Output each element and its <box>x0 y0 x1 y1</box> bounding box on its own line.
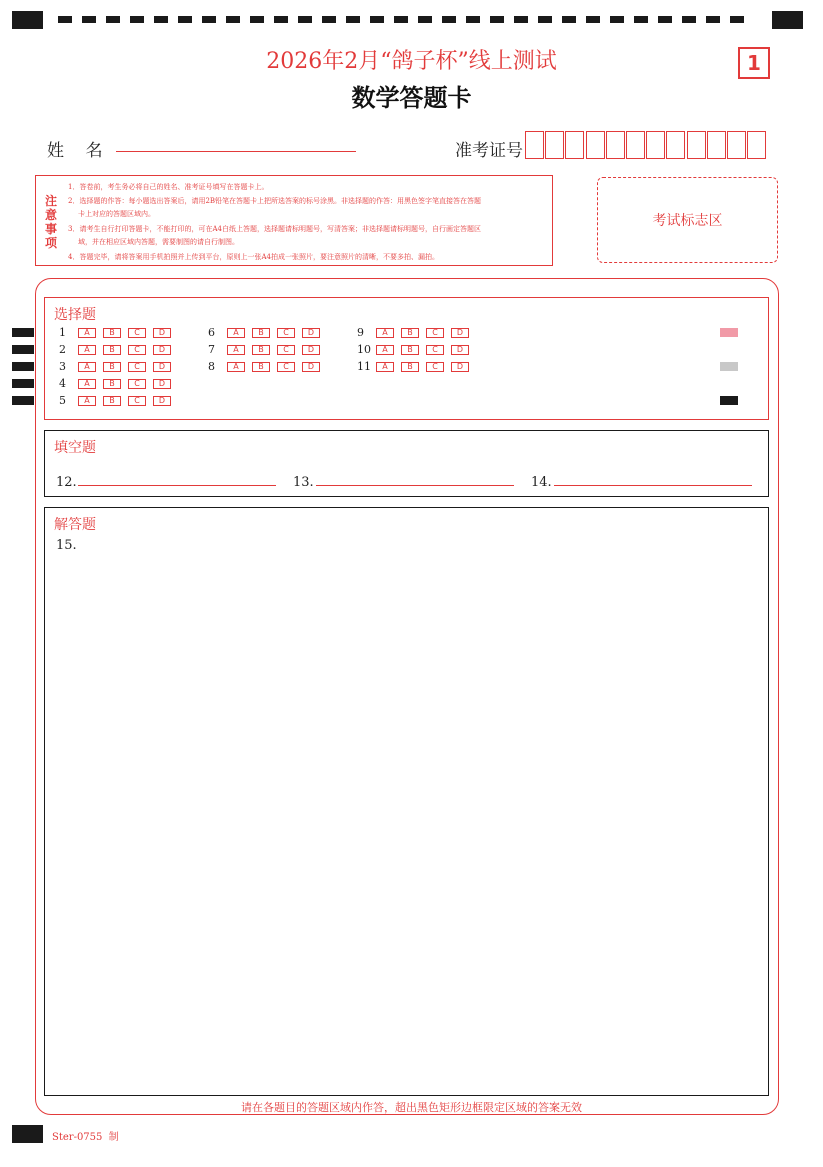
notice-line: 域，并在相应区域内答题，需要制图的请自行制图。 <box>78 238 239 246</box>
timing-mark <box>12 362 34 371</box>
top-dash <box>706 16 720 23</box>
choice-option-bubble[interactable]: B <box>401 328 419 338</box>
choice-option-bubble[interactable]: D <box>153 328 171 338</box>
page-number: 1 <box>738 47 770 79</box>
choice-option-bubble[interactable]: C <box>277 345 295 355</box>
top-dash <box>562 16 576 23</box>
notice-box <box>35 175 553 266</box>
id-digit-box[interactable] <box>687 131 706 159</box>
choice-option-bubble[interactable]: B <box>252 328 270 338</box>
top-dash <box>130 16 144 23</box>
choice-option-bubble[interactable]: D <box>153 379 171 389</box>
fill-answer-13[interactable] <box>316 471 514 486</box>
choice-option-bubble[interactable]: D <box>302 362 320 372</box>
id-digit-box[interactable] <box>707 131 726 159</box>
choice-option-bubble[interactable]: A <box>227 362 245 372</box>
choice-option-bubble[interactable]: D <box>451 345 469 355</box>
top-dash <box>154 16 168 23</box>
top-dash <box>730 16 744 23</box>
id-label: 准考证号 <box>455 141 523 161</box>
top-dash <box>442 16 456 23</box>
choice-option-bubble[interactable]: D <box>153 396 171 406</box>
choice-option-bubble[interactable]: C <box>426 362 444 372</box>
top-dash <box>682 16 696 23</box>
choice-option-bubble[interactable]: C <box>128 328 146 338</box>
choice-option-bubble[interactable]: D <box>153 345 171 355</box>
footer-warning: 请在各题目的答题区域内作答，超出黑色矩形边框限定区域的答案无效 <box>241 1101 582 1114</box>
timing-mark <box>12 379 34 388</box>
calibration-swatch-gray <box>720 362 738 371</box>
exam-mark-area: 考试标志区 <box>597 177 778 263</box>
top-dash <box>514 16 528 23</box>
fill-section <box>44 430 769 497</box>
choice-question-number: 2 <box>59 343 66 356</box>
top-dash <box>394 16 408 23</box>
choice-option-bubble[interactable]: C <box>128 396 146 406</box>
footer-code: Ster-0755 制 <box>52 1132 119 1143</box>
choice-option-bubble[interactable]: A <box>78 396 96 406</box>
choice-question-number: 6 <box>208 326 215 339</box>
top-dash <box>58 16 72 23</box>
id-digit-box[interactable] <box>626 131 645 159</box>
choice-question-number: 10 <box>357 343 371 356</box>
choice-question-number: 9 <box>357 326 364 339</box>
card-title: 数学答题卡 <box>351 84 472 112</box>
choice-option-bubble[interactable]: D <box>451 362 469 372</box>
timing-mark <box>12 345 34 354</box>
choice-option-bubble[interactable]: D <box>153 362 171 372</box>
choice-section <box>44 297 769 420</box>
fill-answer-12[interactable] <box>78 471 276 486</box>
choice-option-bubble[interactable]: B <box>401 362 419 372</box>
choice-option-bubble[interactable]: B <box>401 345 419 355</box>
name-label: 姓 名 <box>47 141 103 161</box>
choice-option-bubble[interactable]: A <box>78 328 96 338</box>
choice-option-bubble[interactable]: D <box>451 328 469 338</box>
fill-item-13: 13. <box>293 475 314 490</box>
timing-mark <box>12 396 34 405</box>
notice-line: 卡上对应的答题区域内。 <box>78 210 155 218</box>
top-dash <box>586 16 600 23</box>
choice-question-number: 8 <box>208 360 215 373</box>
choice-option-bubble[interactable]: C <box>277 362 295 372</box>
choice-option-bubble[interactable]: C <box>426 345 444 355</box>
choice-question-number: 5 <box>59 394 66 407</box>
choice-option-bubble[interactable]: B <box>103 396 121 406</box>
timing-mark <box>12 328 34 337</box>
top-dash <box>202 16 216 23</box>
choice-option-bubble[interactable]: B <box>252 362 270 372</box>
choice-option-bubble[interactable]: D <box>302 328 320 338</box>
top-dash <box>466 16 480 23</box>
id-digit-box[interactable] <box>646 131 665 159</box>
top-dash <box>610 16 624 23</box>
top-dash <box>658 16 672 23</box>
fill-section-title: 填空题 <box>54 440 96 456</box>
top-dash <box>634 16 648 23</box>
choice-option-bubble[interactable]: A <box>376 328 394 338</box>
choice-option-bubble[interactable]: A <box>227 328 245 338</box>
choice-option-bubble[interactable]: B <box>252 345 270 355</box>
answer-section[interactable] <box>44 507 769 1096</box>
choice-option-bubble[interactable]: A <box>227 345 245 355</box>
choice-option-bubble[interactable]: B <box>103 362 121 372</box>
choice-option-bubble[interactable]: B <box>103 345 121 355</box>
top-dash <box>370 16 384 23</box>
choice-question-number: 11 <box>357 360 371 373</box>
fill-item-12: 12. <box>56 475 77 490</box>
answer-section-title: 解答题 <box>54 517 96 533</box>
choice-option-bubble[interactable]: C <box>128 379 146 389</box>
choice-option-bubble[interactable]: C <box>128 345 146 355</box>
top-dash <box>346 16 360 23</box>
id-digit-box[interactable] <box>545 131 564 159</box>
choice-option-bubble[interactable]: A <box>78 345 96 355</box>
top-dash <box>490 16 504 23</box>
top-dash <box>418 16 432 23</box>
notice-line: 2．选择题的作答：每小题选出答案后，请用2B铅笔在答题卡上把所选答案的标号涂黑。非选择题的作答：用黑色签字笔直接答在答题 <box>68 197 482 205</box>
choice-section-title: 选择题 <box>54 307 96 323</box>
answer-item-15: 15. <box>56 538 77 553</box>
calibration-swatch-pink <box>720 328 738 337</box>
corner-mark-top-left <box>12 11 43 29</box>
fill-item-14: 14. <box>531 475 552 490</box>
top-dash <box>226 16 240 23</box>
choice-question-number: 7 <box>208 343 215 356</box>
id-digit-box[interactable] <box>606 131 625 159</box>
notice-line: 4．答题完毕，请将答案用手机拍照并上传到平台，原则上一张A4拍成一张照片，要注意照片的清晰，不要多拍、漏拍。 <box>68 253 439 261</box>
choice-option-bubble[interactable]: A <box>376 362 394 372</box>
choice-option-bubble[interactable]: C <box>277 328 295 338</box>
id-digit-box[interactable] <box>586 131 605 159</box>
top-dash <box>538 16 552 23</box>
top-dash <box>322 16 336 23</box>
choice-question-number: 3 <box>59 360 66 373</box>
choice-option-bubble[interactable]: A <box>78 379 96 389</box>
id-digit-box[interactable] <box>747 131 766 159</box>
choice-question-number: 4 <box>59 377 66 390</box>
choice-option-bubble[interactable]: B <box>103 379 121 389</box>
corner-mark-bottom-left <box>12 1125 43 1143</box>
choice-question-number: 1 <box>59 326 66 339</box>
id-digit-box[interactable] <box>727 131 746 159</box>
corner-mark-top-right <box>772 11 803 29</box>
top-dash <box>298 16 312 23</box>
id-digit-box[interactable] <box>525 131 544 159</box>
notice-side-label: 注意事项 <box>45 194 58 250</box>
choice-option-bubble[interactable]: B <box>103 328 121 338</box>
top-dash <box>106 16 120 23</box>
top-dash <box>250 16 264 23</box>
choice-option-bubble[interactable]: C <box>426 328 444 338</box>
top-dash <box>178 16 192 23</box>
notice-line: 3．请考生自行打印答题卡，不能打印的，可在A4白纸上答题，选择题请标明题号，写清答案；非选择题请标明题号，自行画定答题区 <box>68 225 481 233</box>
choice-option-bubble[interactable]: C <box>128 362 146 372</box>
notice-line: 1．答卷前，考生务必将自己的姓名、准考证号填写在答题卡上。 <box>68 183 269 191</box>
exam-title: 2026年2月“鸽子杯”线上测试 <box>266 49 557 74</box>
choice-option-bubble[interactable]: A <box>376 345 394 355</box>
id-digit-box[interactable] <box>666 131 685 159</box>
top-dash <box>82 16 96 23</box>
name-field[interactable] <box>116 130 356 152</box>
top-dash <box>274 16 288 23</box>
fill-answer-14[interactable] <box>554 471 752 486</box>
calibration-swatch-black <box>720 396 738 405</box>
id-digit-box[interactable] <box>565 131 584 159</box>
choice-option-bubble[interactable]: D <box>302 345 320 355</box>
choice-option-bubble[interactable]: A <box>78 362 96 372</box>
